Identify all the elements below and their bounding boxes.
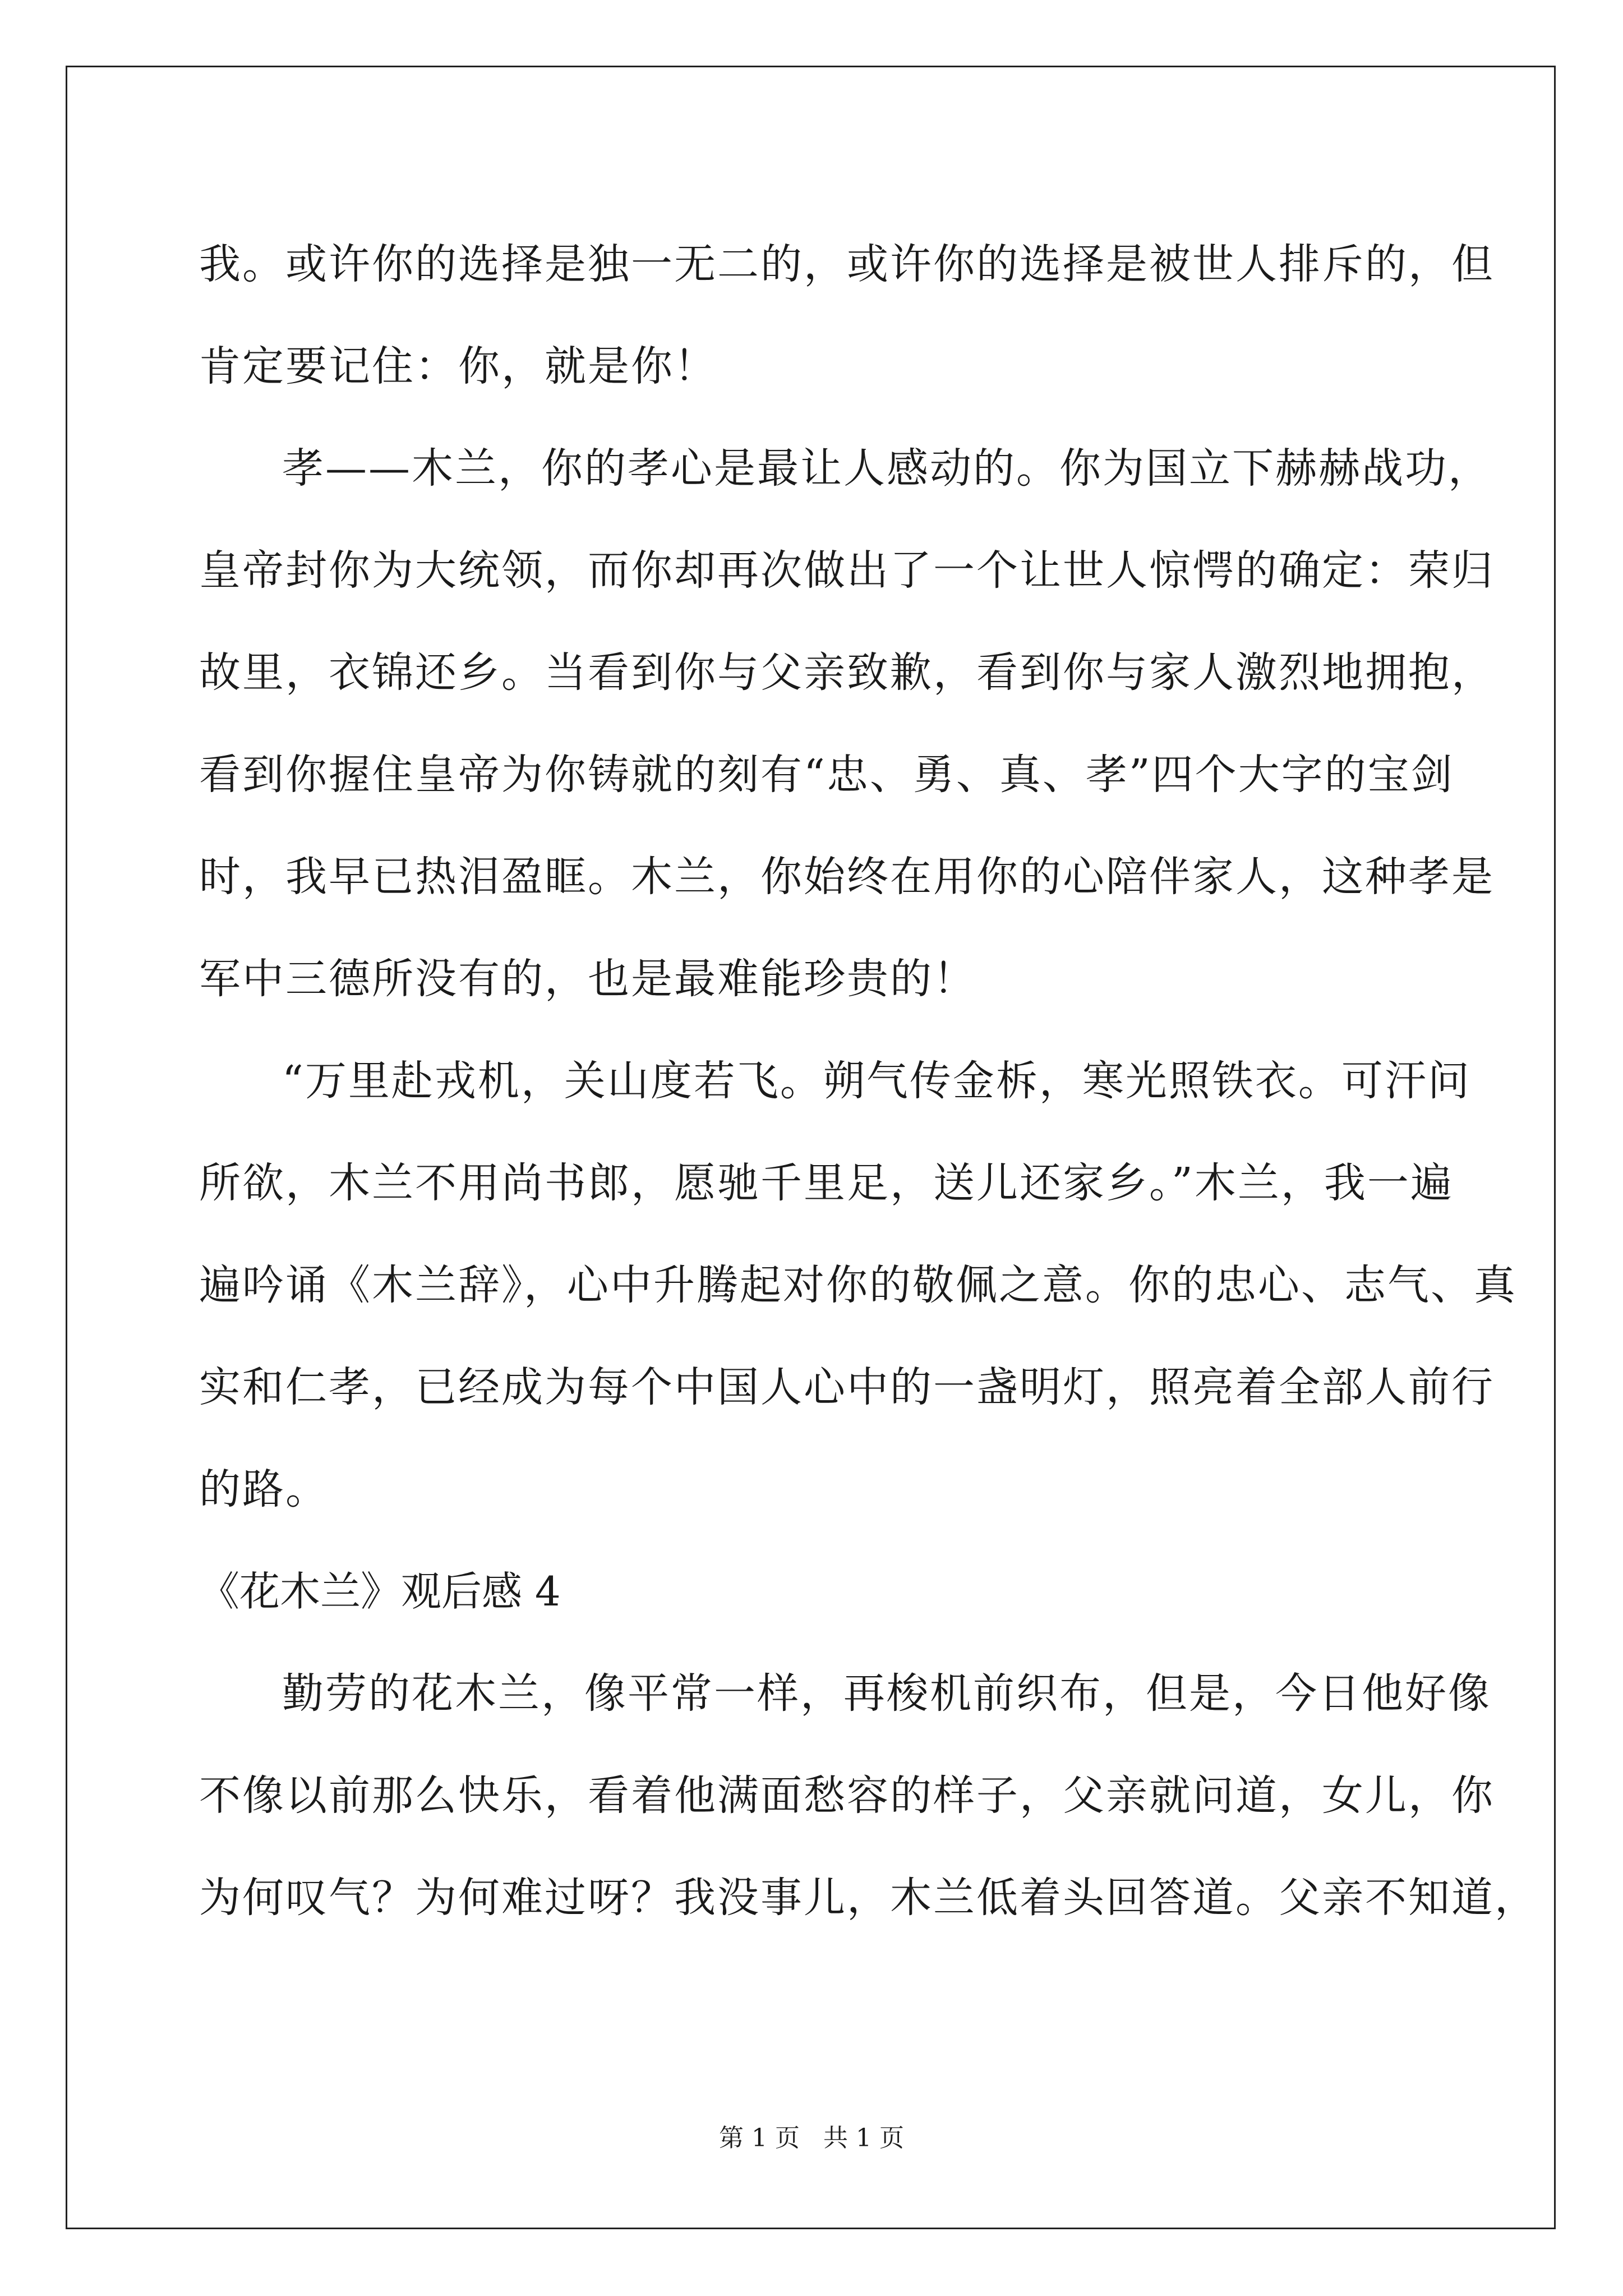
section-heading: 《花木兰》观后感 4 (199, 1568, 561, 1615)
text-line: 肯定要记住：你，就是你！ (199, 342, 717, 390)
page-number-footer: 第 1 页 共 1 页 (719, 2124, 904, 2152)
text-line: 勤劳的花木兰，像平常一样，再梭机前织布，但是，今日他好像 (282, 1669, 1491, 1718)
text-line: 我。或许你的选择是独一无二的，或许你的选择是被世人排斥的，但 (199, 240, 1495, 288)
text-line: 遍吟诵《木兰辞》，心中升腾起对你的敬佩之意。你的忠心、志气、真 (199, 1261, 1517, 1309)
text-line: 孝——木兰，你的孝心是最让人感动的。你为国立下赫赫战功， (282, 444, 1491, 493)
text-line: 看到你握住皇帝为你铸就的刻有“忠、勇、真、孝”四个大字的宝剑 (199, 751, 1454, 799)
text-line: 时，我早已热泪盈眶。木兰，你始终在用你的心陪伴家人，这种孝是 (199, 853, 1495, 901)
text-line: 所欲，木兰不用尚书郎，愿驰千里足，送儿还家乡。”木兰，我一遍 (199, 1159, 1454, 1207)
text-line: “万里赴戎机，关山度若飞。朔气传金柝，寒光照铁衣。可汗问 (282, 1057, 1471, 1105)
text-line: 实和仁孝，已经成为每个中国人心中的一盏明灯，照亮着全部人前行 (199, 1363, 1495, 1411)
text-line: 故里，衣锦还乡。当看到你与父亲致歉，看到你与家人激烈地拥抱， (199, 648, 1495, 697)
text-line: 的路。 (199, 1465, 329, 1513)
text-line: 军中三德所没有的，也是最难能珍贵的！ (199, 955, 976, 1003)
text-line: 为何叹气？为何难过呀？我没事儿，木兰低着头回答道。父亲不知道， (199, 1874, 1538, 1922)
text-line: 皇帝封你为大统领，而你却再次做出了一个让世人惊愕的确定：荣归 (199, 546, 1495, 595)
text-line: 不像以前那么快乐，看着他满面愁容的样子，父亲就问道，女儿，你 (199, 1772, 1495, 1820)
document-body (199, 213, 1538, 1949)
